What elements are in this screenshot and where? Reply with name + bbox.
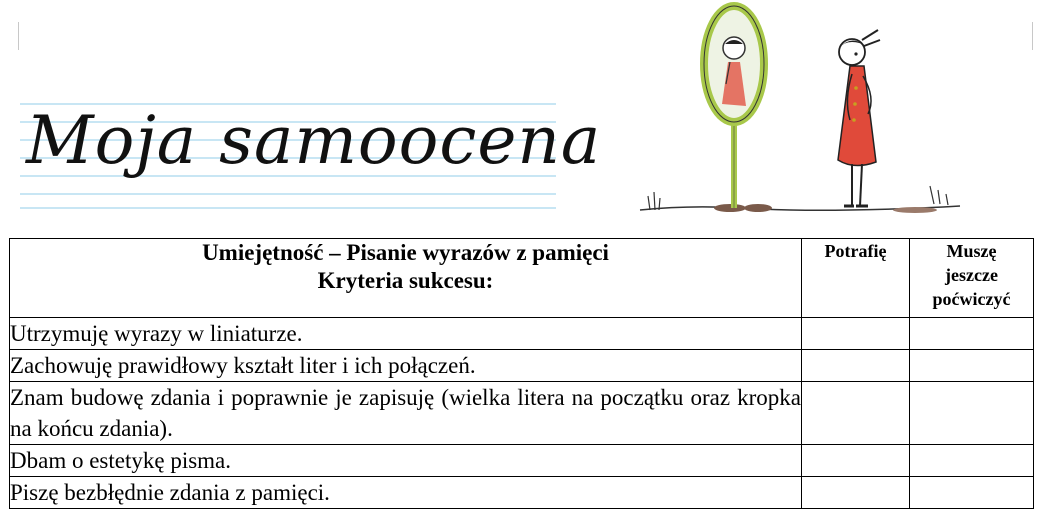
page-title: Moja samoocena: [26, 102, 602, 179]
mirror-girl-illustration: [630, 0, 970, 225]
criterion-text: Piszę bezbłędnie zdania z pamięci.: [10, 477, 802, 509]
need-practice-checkbox-cell[interactable]: [910, 477, 1034, 509]
criterion-text: Utrzymuję wyrazy w liniaturze.: [10, 318, 802, 350]
need-practice-checkbox-cell[interactable]: [910, 318, 1034, 350]
need-practice-header: Muszę jeszcze poćwiczyć: [910, 239, 1034, 318]
criteria-heading: Kryteria sukcesu:: [317, 268, 494, 293]
page-corner-mark: [1032, 22, 1045, 50]
table-row: [10, 382, 1034, 445]
skill-heading: Umiejętność – Pisanie wyrazów z pamięci: [202, 240, 609, 265]
table-row: [10, 350, 1034, 382]
title-block: [20, 96, 602, 216]
criterion-text: Zachowuję prawidłowy kształt liter i ich połączeń.: [10, 350, 802, 382]
need-practice-checkbox-cell[interactable]: [910, 445, 1034, 477]
can-do-checkbox-cell[interactable]: [802, 445, 910, 477]
can-do-checkbox-cell[interactable]: [802, 350, 910, 382]
table-row: [10, 318, 1034, 350]
can-do-header: Potrafię: [802, 239, 910, 318]
need-practice-checkbox-cell[interactable]: [910, 382, 1034, 445]
can-do-checkbox-cell[interactable]: [802, 318, 910, 350]
criterion-text: Dbam o estetykę pisma.: [10, 445, 802, 477]
table-header-row: [10, 239, 1034, 318]
can-do-checkbox-cell[interactable]: [802, 382, 910, 445]
page-corner-mark: [0, 22, 19, 50]
need-practice-checkbox-cell[interactable]: [910, 350, 1034, 382]
self-assessment-table: [9, 238, 1034, 509]
skill-criteria-header: [10, 239, 802, 318]
table-row: [10, 445, 1034, 477]
criterion-text: Znam budowę zdania i poprawnie je zapisuję (wielka litera na początku oraz kropka na końcu zdania).: [10, 382, 802, 445]
table-row: [10, 477, 1034, 509]
can-do-checkbox-cell[interactable]: [802, 477, 910, 509]
